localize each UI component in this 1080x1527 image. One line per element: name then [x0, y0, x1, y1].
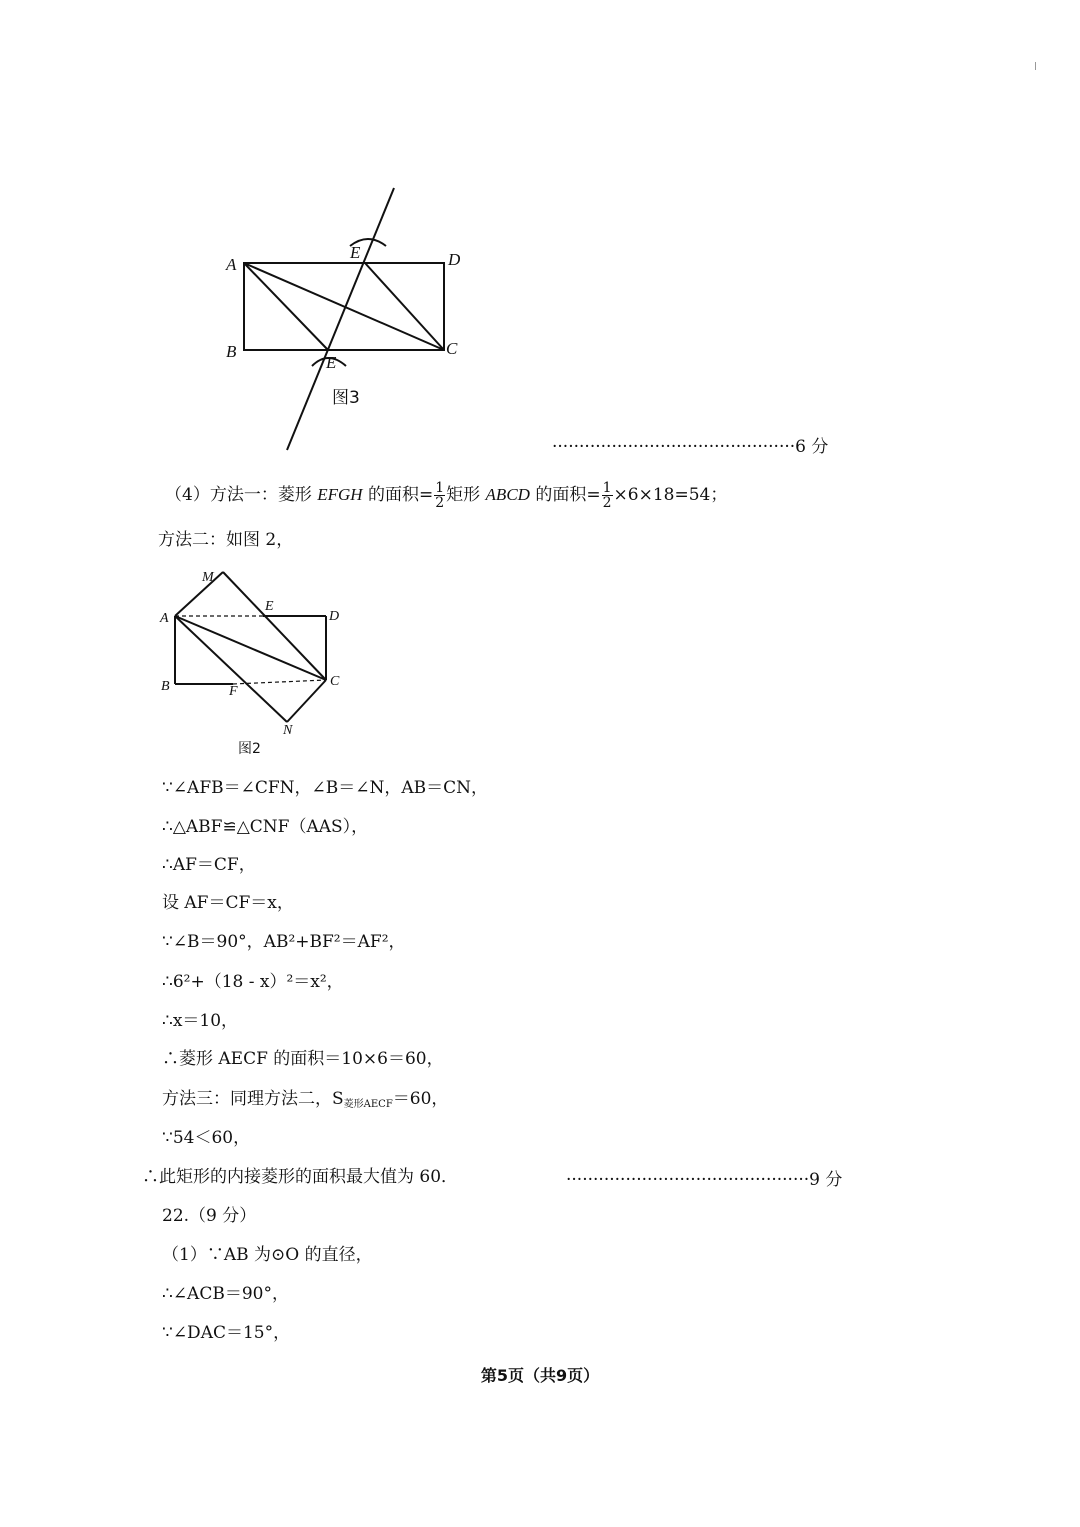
proof-line: ∴6²+（18 - x）²＝x²， [162, 972, 344, 992]
fig2-label-D: D [329, 609, 340, 624]
page-footer: 第5页（共9页） [480, 1366, 600, 1385]
frac-num: 1 [435, 480, 445, 496]
compare-line: ∵54＜60， [162, 1128, 251, 1148]
method-1-prefix: （4）方法一：菱形 [165, 485, 318, 505]
label-D: D [448, 250, 461, 269]
score-6 [552, 432, 828, 457]
proof-line: ∴菱形 AECF 的面积＝10×6＝60， [162, 1049, 444, 1069]
fraction-half-2 [602, 481, 613, 510]
label-E-bottom: E [326, 353, 337, 372]
fraction-half [434, 481, 445, 510]
method-3-prefix: 方法三：同理方法二，S [162, 1089, 344, 1109]
question-22-title: 22.（9 分） [162, 1206, 257, 1226]
score-9-label: 9 分 [809, 1170, 843, 1190]
shape-efgh: EFGH [317, 485, 363, 504]
score-9 [566, 1165, 842, 1190]
method-2-intro: 方法二：如图 2， [158, 530, 294, 550]
proof-line: ∴AF＝CF， [162, 855, 256, 875]
corner-mark [1035, 62, 1036, 70]
shape-abcd: ABCD [485, 485, 530, 504]
proof-line: ∴△ABF≌△CNF（AAS）， [162, 817, 369, 837]
method-1-expr: ×6×18=54； [613, 485, 728, 505]
dot-leader: ············································· [552, 437, 796, 457]
score-6-label: 6 分 [795, 437, 829, 457]
method-3 [162, 1087, 448, 1117]
figure-3-caption: 图3 [332, 388, 360, 408]
proof-line: ∴x＝10， [162, 1011, 239, 1031]
frac-den: 2 [435, 495, 445, 511]
fig2-label-N: N [283, 723, 293, 738]
figure-2 [155, 562, 355, 742]
method-1-mid3: 的面积= [529, 485, 601, 505]
method-1-mid2: 矩形 [446, 485, 486, 505]
fig2-label-M: M [202, 570, 214, 585]
q22-line: ∴∠ACB＝90°， [162, 1284, 289, 1304]
label-C: C [446, 339, 458, 358]
frac2-den: 2 [602, 495, 612, 511]
method-1 [165, 481, 727, 510]
label-A: A [226, 255, 237, 274]
label-B: B [226, 342, 237, 361]
q22-line: ∵∠DAC＝15°， [162, 1323, 291, 1343]
q22-line: （1）∵AB 为⊙O 的直径， [162, 1245, 373, 1265]
proof-line: ∵∠B＝90°，AB²+BF²＝AF²， [162, 932, 406, 952]
fig2-label-A: A [160, 611, 169, 626]
label-E-top: E [350, 243, 361, 262]
conclusion-line: ∴此矩形的内接菱形的面积最大值为 60． [142, 1167, 459, 1187]
method-1-mid1: 的面积= [362, 485, 434, 505]
method-3-subscript: 菱形AECF [343, 1099, 393, 1110]
fig2-label-E: E [265, 599, 274, 614]
fig2-label-F: F [229, 684, 238, 699]
frac2-num: 1 [602, 480, 612, 496]
figure-3 [200, 180, 500, 460]
fig2-label-C: C [330, 674, 340, 689]
dot-leader: ············································· [566, 1170, 810, 1190]
figure-2-caption: 图2 [238, 741, 261, 757]
method-3-suffix: ＝60， [392, 1089, 449, 1109]
proof-line: 设 AF＝CF＝x， [162, 893, 294, 913]
fig2-label-B: B [161, 679, 170, 694]
proof-line: ∵∠AFB＝∠CFN，∠B＝∠N，AB＝CN， [162, 778, 489, 798]
